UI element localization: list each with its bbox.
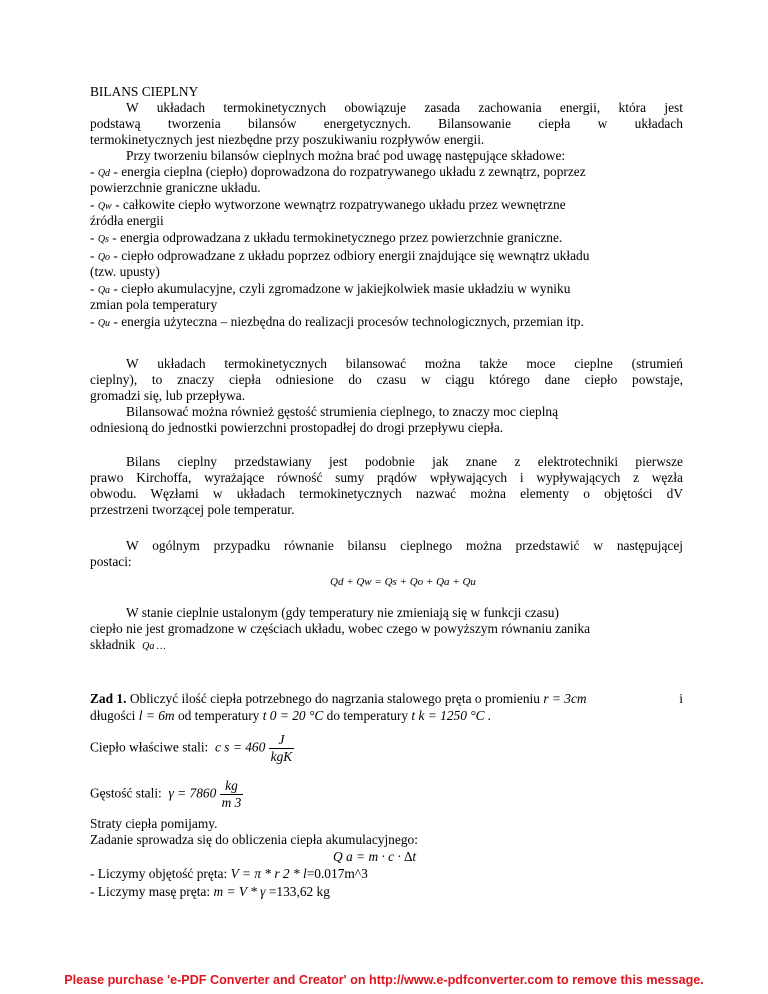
task-line-1 <box>90 691 683 707</box>
density-line: odniesioną do jednostki powierzchni prostopadłej do drogi przepływu ciepła. <box>90 420 504 435</box>
cs-unit <box>269 732 295 765</box>
component-text: ciepło akumulacyjne, czyli zgromadzone w jakiejkolwiek masie układziu w wyniku <box>121 281 571 296</box>
intro-line: Przy tworzeniu bilansów cieplnych można brać pod uwagę następujące składowe: <box>126 148 566 163</box>
cs-unit-num: J <box>278 732 285 747</box>
component-qs: - Qs - energia odprowadzana z układu termokinetycznego przez powierzchnie graniczne. <box>90 230 563 245</box>
density-line: Bilansować można również gęstość strumienia cieplnego, to znaczy moc cieplną <box>126 404 559 419</box>
mass-line <box>90 884 330 900</box>
general-line: postaci: <box>90 554 132 569</box>
gamma-unit-num: kg <box>225 778 238 793</box>
component-qw-cont: źródła energii <box>90 213 164 228</box>
task-line-2 <box>90 708 491 724</box>
intro-line: termokinetycznych jest niezbędne przy poszukiwaniu rozpływów energii. <box>90 132 485 147</box>
symbol: Qo <box>97 252 111 263</box>
task-text: Obliczyć ilość ciepła potrzebnego do nagrzania stalowego pręta o promieniu <box>129 691 540 706</box>
steady-line-last <box>90 637 166 655</box>
losses-line: Straty ciepła pomijamy. <box>90 816 218 831</box>
component-qu: - Qu - energia użyteczna – niezbędna do realizacji procesów technologicznych, przemian itp. <box>90 314 584 329</box>
component-text: energia użyteczna – niezbędna do realizacji procesów technologicznych, przemian itp. <box>121 314 584 329</box>
radius-value: r = 3cm <box>543 691 587 706</box>
component-text: energia cieplna (ciepło) doprowadzona do rozpatrywanego układu z zewnątrz, poprzez <box>121 164 586 179</box>
kirchhoff-line: przestrzeni tworzącej pole temperatur. <box>90 502 295 517</box>
converter-watermark[interactable]: Please purchase 'e-PDF Converter and Creator' on http://www.e-pdfconverter.com to remove this message. <box>64 973 704 987</box>
balance-equation: Qd + Qw = Qs + Qo + Qa + Qu <box>330 576 476 588</box>
gamma-value: γ = 7860 <box>168 785 217 801</box>
power-line: W układach termokinetycznych bilansować można także moce cieplne (strumień <box>126 356 683 371</box>
length-value: l = 6m <box>138 708 175 723</box>
specific-heat-line <box>90 732 294 765</box>
symbol: Qd <box>97 168 111 179</box>
reduces-line: Zadanie sprowadza się do obliczenia ciepła akumulacyjnego: <box>90 832 418 847</box>
volume-result: =0.017m^3 <box>306 866 368 881</box>
t0-value: t 0 = 20 °C <box>262 708 324 723</box>
length-prefix: długości <box>90 708 136 723</box>
density-value-line <box>90 778 243 811</box>
general-line: W ogólnym przypadku równanie bilansu cieplnego można przedstawić w następującej <box>126 538 683 553</box>
component-qd-cont: powierzchnie graniczne układu. <box>90 180 261 195</box>
component-text: całkowite ciepło wytworzone wewnątrz rozpatrywanego układu przez wewnętrzne <box>122 197 566 212</box>
task-label: Zad 1. <box>90 691 127 706</box>
mass-label: - Liczymy masę pręta: <box>90 884 211 899</box>
component-qw: - Qw - całkowite ciepło wytworzone wewnątrz rozpatrywanego układu przez wewnętrzne <box>90 197 566 212</box>
cs-value: c s = 460 <box>214 739 266 755</box>
kirchhoff-line: obwodu. Węzłami w układach termokinetycznych nazwać można elementy o objętości dV <box>90 486 683 501</box>
intro-line: podstawą tworzenia bilansów energetycznych. Bilansowanie ciepła w układach <box>90 116 683 131</box>
symbol: Qs <box>97 234 109 245</box>
cs-unit-den: kgK <box>270 749 293 764</box>
steady-line: W stanie cieplnie ustalonym (gdy temperatury nie zmieniają się w funkcji czasu) <box>126 605 559 620</box>
volume-formula: V = π * r 2 * l <box>230 866 307 881</box>
symbol: Qu <box>97 318 111 329</box>
component-qa-cont: zmian pola temperatury <box>90 297 218 312</box>
qa-symbol: Qa … <box>142 641 166 652</box>
volume-label: - Liczymy objętość pręta: <box>90 866 228 881</box>
qa-formula: Q a = m · c · ∆t <box>333 849 417 864</box>
power-line: gromadzi się, lub przepływa. <box>90 388 246 403</box>
mass-formula: m = V * γ <box>213 884 266 899</box>
document-title: BILANS CIEPLNY <box>90 84 199 99</box>
component-qo-cont: (tzw. upusty) <box>90 264 160 279</box>
tk-value: t k = 1250 °C . <box>411 708 492 723</box>
gamma-unit <box>220 778 244 811</box>
from-text: od temperatury <box>177 708 260 723</box>
volume-line <box>90 866 368 882</box>
task-conj: i <box>679 691 683 706</box>
gamma-unit-den: m 3 <box>221 795 242 810</box>
kirchhoff-line: Bilans cieplny przedstawiany jest podobnie jak znane z elektrotechniki pierwsze <box>126 454 683 469</box>
mass-result: =133,62 kg <box>268 884 330 899</box>
intro-line: W układach termokinetycznych obowiązuje zasada zachowania energii, która jest <box>126 100 683 115</box>
component-qo: - Qo - ciepło odprowadzane z układu poprzez odbiory energii znajdujące się wewnątrz układu <box>90 248 590 263</box>
component-qd: - Qd - energia cieplna (ciepło) doprowadzona do rozpatrywanego układu z zewnątrz, poprzez <box>90 164 586 179</box>
component-qa: - Qa - ciepło akumulacyjne, czyli zgromadzone w jakiejkolwiek masie układziu w wyniku <box>90 281 571 296</box>
cs-label: Ciepło właściwe stali: <box>90 739 209 755</box>
symbol: Qa <box>97 285 111 296</box>
steady-text: składnik <box>90 637 136 652</box>
power-line: cieplny), to znaczy ciepła odniesione do czasu w ciągu którego dane ciepło powstaje, <box>90 372 683 387</box>
to-text: do temperatury <box>326 708 409 723</box>
symbol: Qw <box>97 201 112 212</box>
kirchhoff-line: prawo Kirchoffa, wyrażające równość sumy prądów wpływających i wypływających z węzła <box>90 470 683 485</box>
steady-line: ciepło nie jest gromadzone w częściach układu, wobec czego w powyższym równaniu zanika <box>90 621 591 636</box>
component-text: energia odprowadzana z układu termokinetycznego przez powierzchnie graniczne. <box>120 230 563 245</box>
gamma-label: Gęstość stali: <box>90 785 162 801</box>
component-text: ciepło odprowadzane z układu poprzez odbiory energii znajdujące się wewnątrz układu <box>121 248 590 263</box>
